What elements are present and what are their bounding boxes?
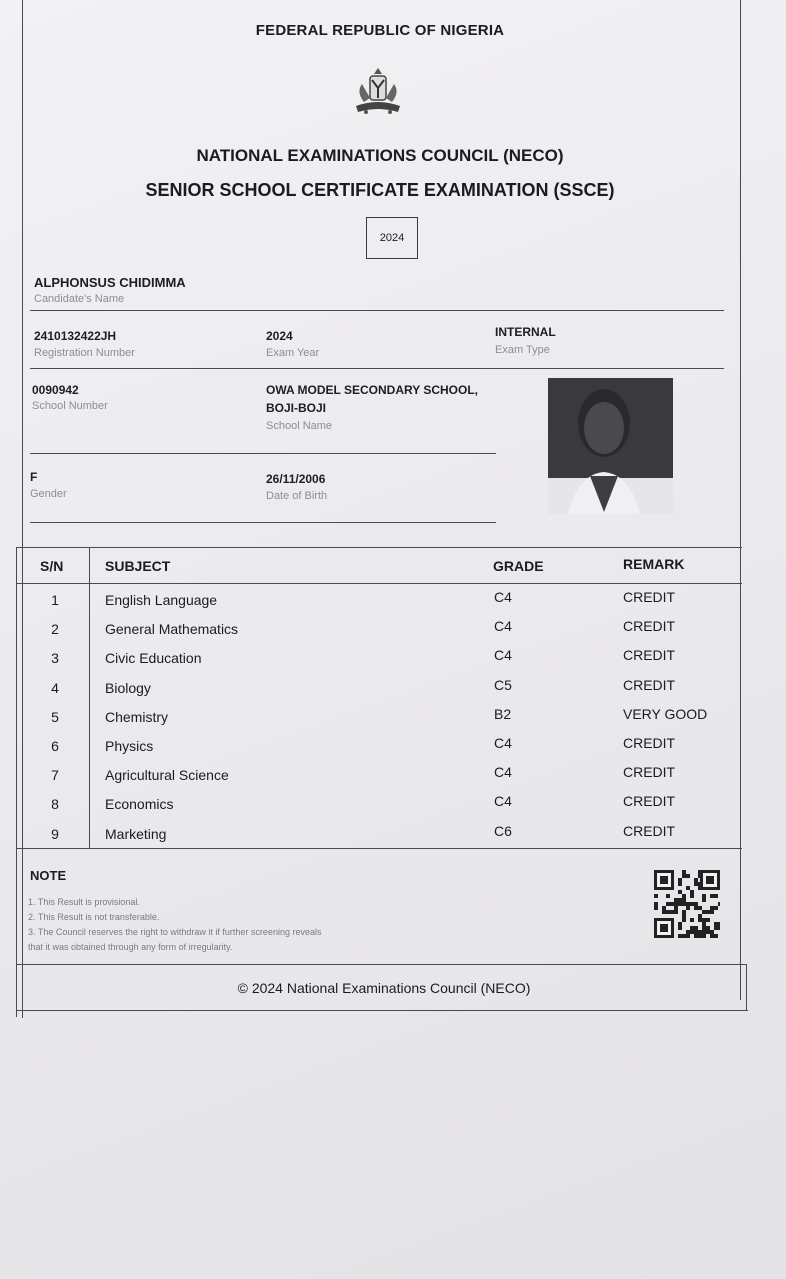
row-remark: CREDIT [623,822,676,839]
row-subject: Economics [105,796,174,813]
header-remark: REMARK [623,556,685,572]
row-remark: CREDIT [623,793,676,810]
table-top-border [16,547,742,548]
table-bottom-border [16,848,742,849]
registration-caption: Registration Number [34,347,135,359]
gender: F [30,470,38,484]
row-grade: C4 [494,764,512,781]
row-sn: 2 [51,621,59,638]
row-remark: CREDIT [623,647,676,664]
header-subject: SUBJECT [105,558,171,574]
divider [30,310,724,311]
country-title: FEDERAL REPUBLIC OF NIGERIA [255,22,505,39]
year-box [366,217,418,259]
year-box-value: 2024 [379,232,405,244]
row-subject: Biology [105,679,151,696]
dob-caption: Date of Birth [266,490,328,502]
row-subject: Civic Education [105,650,202,667]
note-list [28,895,448,955]
divider [30,522,496,523]
table-header-border [16,583,742,584]
row-sn: 8 [51,796,59,813]
exam-type-caption: Exam Type [495,344,550,356]
row-grade: C4 [494,647,512,664]
note-item: 1. This Result is provisional. [28,897,140,907]
row-remark: CREDIT [623,676,676,693]
registration-number: 2410132422JH [34,329,117,343]
row-grade: C5 [494,676,512,693]
exam-year-caption: Exam Year [266,347,320,359]
row-grade: C4 [494,589,512,605]
date-of-birth: 26/11/2006 [266,472,326,486]
row-grade: C4 [494,793,512,810]
note-title: NOTE [30,868,67,883]
footer-right-border [746,964,747,1010]
row-subject: English Language [105,592,218,608]
footer-top-border [16,964,746,965]
row-grade: C6 [494,822,512,839]
row-subject: Agricultural Science [105,767,229,784]
row-remark: VERY GOOD [623,705,708,722]
row-sn: 9 [51,825,59,842]
row-sn: 3 [51,650,59,667]
divider [30,453,496,454]
footer-bottom-border [16,1010,748,1011]
header-sn: S/N [40,558,64,574]
school-name-caption: School Name [266,420,333,432]
row-subject: Marketing [105,825,167,842]
divider [30,368,724,369]
sn-column-divider [89,547,90,848]
row-remark: CREDIT [623,735,676,751]
result-slip [14,0,746,1020]
note-item: 3. The Council reserves the right to withdraw it if further screening reveals [28,927,322,937]
header-grade: GRADE [493,558,544,574]
row-sn: 6 [51,738,59,754]
row-grade: B2 [494,705,512,722]
candidate-name: ALPHONSUS CHIDIMMA [34,275,186,290]
row-remark: CREDIT [623,589,676,605]
school-number-caption: School Number [32,400,108,412]
school-number: 0090942 [32,383,79,397]
qr-code-icon[interactable] [654,870,720,938]
candidate-photo [548,378,673,514]
gender-caption: Gender [30,488,67,500]
coat-of-arms-icon [348,62,408,120]
row-subject: Chemistry [105,708,169,725]
exam-title: SENIOR SCHOOL CERTIFICATE EXAMINATION (SSCE) [145,180,615,200]
row-remark: CREDIT [623,618,676,635]
note-item: 2. This Result is not transferable. [28,912,160,922]
exam-type: INTERNAL [495,325,556,339]
row-subject: Physics [105,738,154,754]
exam-year: 2024 [266,329,293,343]
candidate-name-caption: Candidate's Name [34,293,125,305]
table-left-border [16,547,17,1017]
row-sn: 1 [51,592,59,608]
row-remark: CREDIT [623,764,676,781]
row-grade: C4 [494,618,512,635]
row-sn: 7 [51,767,59,784]
note-item: that it was obtained through any form of irregularity. [28,942,233,952]
row-sn: 4 [51,679,59,696]
row-grade: C4 [494,735,512,751]
copyright-footer: © 2024 National Examinations Council (NECO) [237,980,531,996]
row-sn: 5 [51,708,59,725]
school-name-line2: BOJI-BOJI [266,401,327,415]
row-subject: General Mathematics [105,621,239,638]
council-title: NATIONAL EXAMINATIONS COUNCIL (NECO) [196,146,564,165]
school-name-line1: OWA MODEL SECONDARY SCHOOL, [266,383,479,397]
